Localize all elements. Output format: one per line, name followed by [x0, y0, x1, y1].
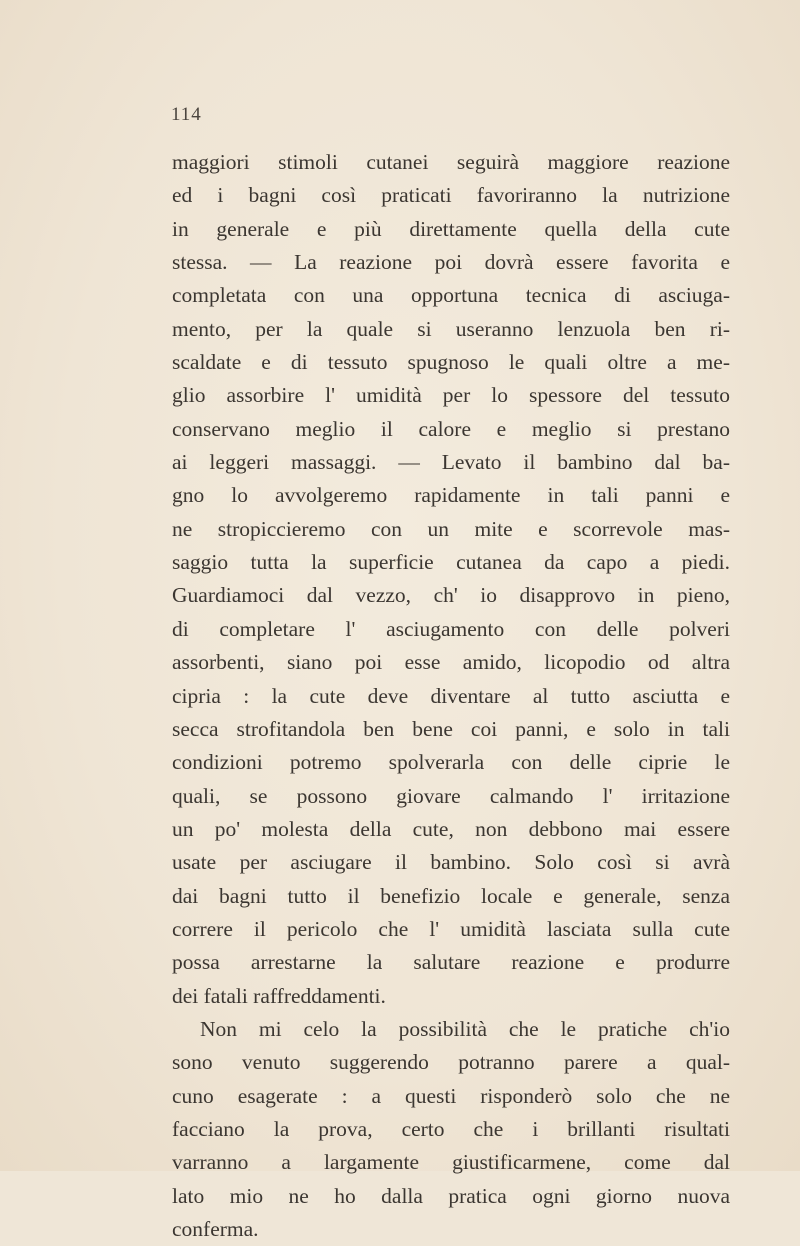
text-line: usate per asciugare il bambino. Solo così si avrà [172, 850, 730, 875]
text-line: sono venuto suggerendo potranno parere a qual- [172, 1050, 730, 1075]
body-text [172, 146, 730, 1246]
text-line: mento, per la quale si useranno lenzuola ben ri- [172, 316, 730, 341]
text-line: saggio tutta la superficie cutanea da capo a piedi. [172, 550, 730, 575]
text-line: gno lo avvolgeremo rapidamente in tali panni e [172, 483, 730, 508]
paragraph-end-line: conferma. [172, 1217, 259, 1241]
text-line: scaldate e di tessuto spugnoso le quali oltre a me- [172, 350, 730, 375]
text-line: stessa. — La reazione poi dovrà essere favorita e [172, 250, 730, 275]
text-line: assorbenti, siano poi esse amido, licopodio od altra [172, 650, 730, 675]
text-line: secca strofitandola ben bene coi panni, e solo in tali [172, 716, 730, 741]
text-line: varranno a largamente giustificarmene, come dal [172, 1150, 730, 1175]
text-line: correre il pericolo che l' umidità lasciata sulla cute [172, 916, 730, 941]
text-line: Guardiamoci dal vezzo, ch' io disapprovo in pieno, [172, 583, 730, 608]
text-line: un po' molesta della cute, non debbono mai essere [172, 816, 730, 841]
text-line: possa arrestarne la salutare reazione e produrre [172, 950, 730, 975]
text-line: ai leggeri massaggi. — Levato il bambino dal ba- [172, 450, 730, 475]
text-line: ed i bagni così praticati favoriranno la nutrizione [172, 183, 730, 208]
text-line: cuno esagerate : a questi risponderò solo che ne [172, 1083, 730, 1108]
text-line: ne stropiccieremo con un mite e scorrevole mas- [172, 516, 730, 541]
text-line: conservano meglio il calore e meglio si prestano [172, 416, 730, 441]
page-number: 114 [171, 104, 202, 125]
paragraph-start-line: Non mi celo la possibilità che le pratiche ch'io [200, 1016, 730, 1041]
text-line: facciano la prova, certo che i brillanti risultati [172, 1116, 730, 1141]
text-line: lato mio ne ho dalla pratica ogni giorno nuova [172, 1183, 730, 1208]
text-line: di completare l' asciugamento con delle polveri [172, 616, 730, 641]
text-line: completata con una opportuna tecnica di asciuga- [172, 283, 730, 308]
text-line: condizioni potremo spolverarla con delle ciprie le [172, 750, 730, 775]
text-line: in generale e più direttamente quella della cute [172, 216, 730, 241]
text-line: maggiori stimoli cutanei seguirà maggiore reazione [172, 150, 730, 174]
paragraph-end-line: dei fatali raffreddamenti. [172, 983, 386, 1008]
text-line: glio assorbire l' umidità per lo spessore del tessuto [172, 383, 730, 408]
text-line: dai bagni tutto il benefizio locale e generale, senza [172, 883, 730, 908]
text-line: quali, se possono giovare calmando l' irritazione [172, 783, 730, 808]
text-line: cipria : la cute deve diventare al tutto asciutta e [172, 683, 730, 708]
